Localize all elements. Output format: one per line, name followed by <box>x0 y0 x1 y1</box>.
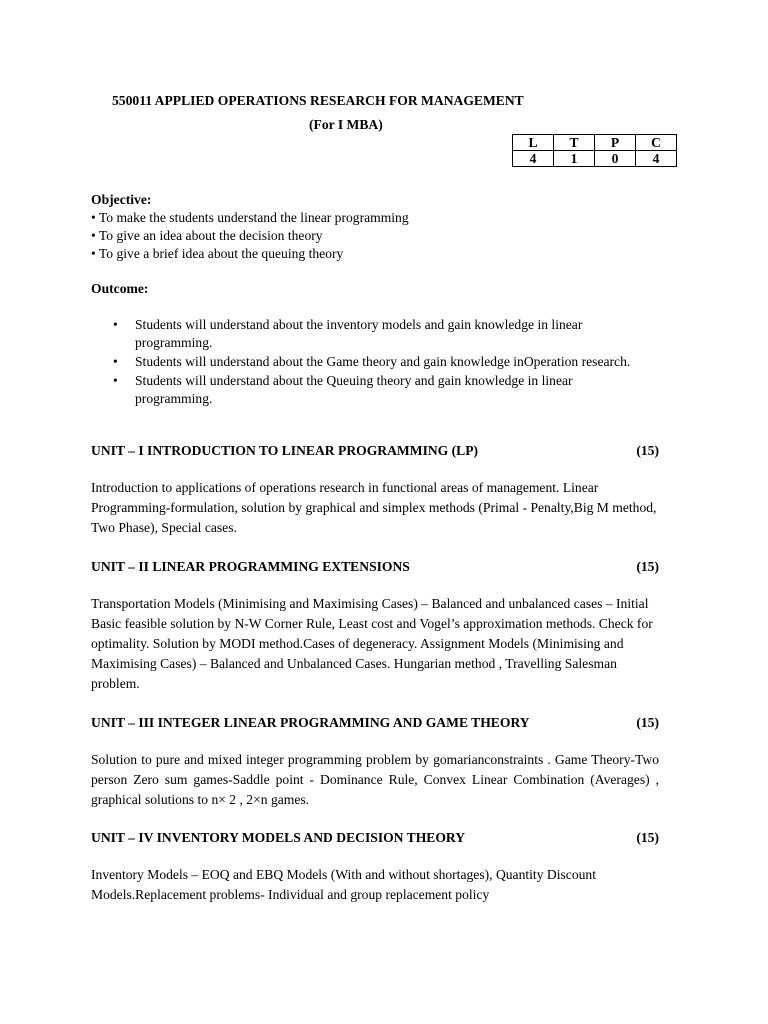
bullet-icon: • <box>113 354 118 369</box>
ltpc-header-l: L <box>513 135 554 151</box>
outcome-text: Students will understand about the inventory models and gain knowledge in linear programming. <box>135 317 583 350</box>
ltpc-table <box>512 134 677 167</box>
unit-hours: (15) <box>636 715 659 730</box>
unit-2-body: Transportation Models (Minimising and Maximising Cases) – Balanced and unbalanced cases – Initial Basic feasible solution by N-W Corner Rule, Least cost and Vogel’s approximation methods. Check for optimality. Solution by MODI method.Cases of degeneracy. Assignment Models (Minimising and Maximising Cases) – Balanced and Unbalanced Cases. Hungarian method , Travelling Salesman problem. <box>91 596 653 691</box>
ltpc-header-p: P <box>595 135 636 151</box>
unit-title: UNIT – IV INVENTORY MODELS AND DECISION THEORY <box>91 830 466 845</box>
unit-2-heading <box>91 559 659 575</box>
outcome-list <box>91 316 651 409</box>
objective-item: • To give a brief idea about the queuing theory <box>91 246 344 261</box>
ltpc-value-c: 4 <box>636 151 677 167</box>
unit-3-body: Solution to pure and mixed integer programming problem by gomarianconstraints . Game Theory-Two person Zero sum games-Saddle point - Dominance Rule, Convex Linear Combination (Averages) , graphical solutions to n× 2 , 2×n games. <box>91 752 659 807</box>
ltpc-value-t: 1 <box>554 151 595 167</box>
ltpc-value-row <box>513 151 677 167</box>
objective-heading: Objective: <box>91 192 152 207</box>
outcome-heading: Outcome: <box>91 281 149 296</box>
unit-title: UNIT – II LINEAR PROGRAMMING EXTENSIONS <box>91 559 410 574</box>
course-title: 550011 APPLIED OPERATIONS RESEARCH FOR MANAGEMENT <box>112 93 524 108</box>
unit-hours: (15) <box>636 830 659 845</box>
objective-item: • To make the students understand the linear programming <box>91 210 409 225</box>
unit-4-body: Inventory Models – EOQ and EBQ Models (With and without shortages), Quantity Discount Models.Replacement problems- Individual and group replacement policy <box>91 867 596 902</box>
ltpc-header-row <box>513 135 677 151</box>
outcome-item <box>91 353 651 371</box>
objective-section <box>91 191 409 263</box>
objective-item: • To give an idea about the decision theory <box>91 228 323 243</box>
course-subtitle: (For I MBA) <box>309 117 383 132</box>
unit-1-body: Introduction to applications of operations research in functional areas of management. Linear Programming-formulation, solution by graphical and simplex methods (Primal - Penalty,Big M method, Two Phase), Special cases. <box>91 480 657 535</box>
outcome-item <box>91 372 651 408</box>
bullet-icon: • <box>113 317 118 332</box>
unit-1-heading <box>91 443 659 459</box>
outcome-text: Students will understand about the Queuing theory and gain knowledge in linear programming. <box>135 373 573 406</box>
unit-title: UNIT – I INTRODUCTION TO LINEAR PROGRAMMING (LP) <box>91 443 479 458</box>
unit-title: UNIT – III INTEGER LINEAR PROGRAMMING AND GAME THEORY <box>91 715 530 730</box>
outcome-item <box>91 316 651 352</box>
outcome-text: Students will understand about the Game theory and gain knowledge inOperation research. <box>135 354 631 369</box>
ltpc-value-l: 4 <box>513 151 554 167</box>
ltpc-value-p: 0 <box>595 151 636 167</box>
unit-4-heading <box>91 830 659 846</box>
unit-3-heading <box>91 715 659 731</box>
unit-hours: (15) <box>636 443 659 458</box>
bullet-icon: • <box>113 373 118 388</box>
ltpc-header-t: T <box>554 135 595 151</box>
ltpc-header-c: C <box>636 135 677 151</box>
unit-hours: (15) <box>636 559 659 574</box>
